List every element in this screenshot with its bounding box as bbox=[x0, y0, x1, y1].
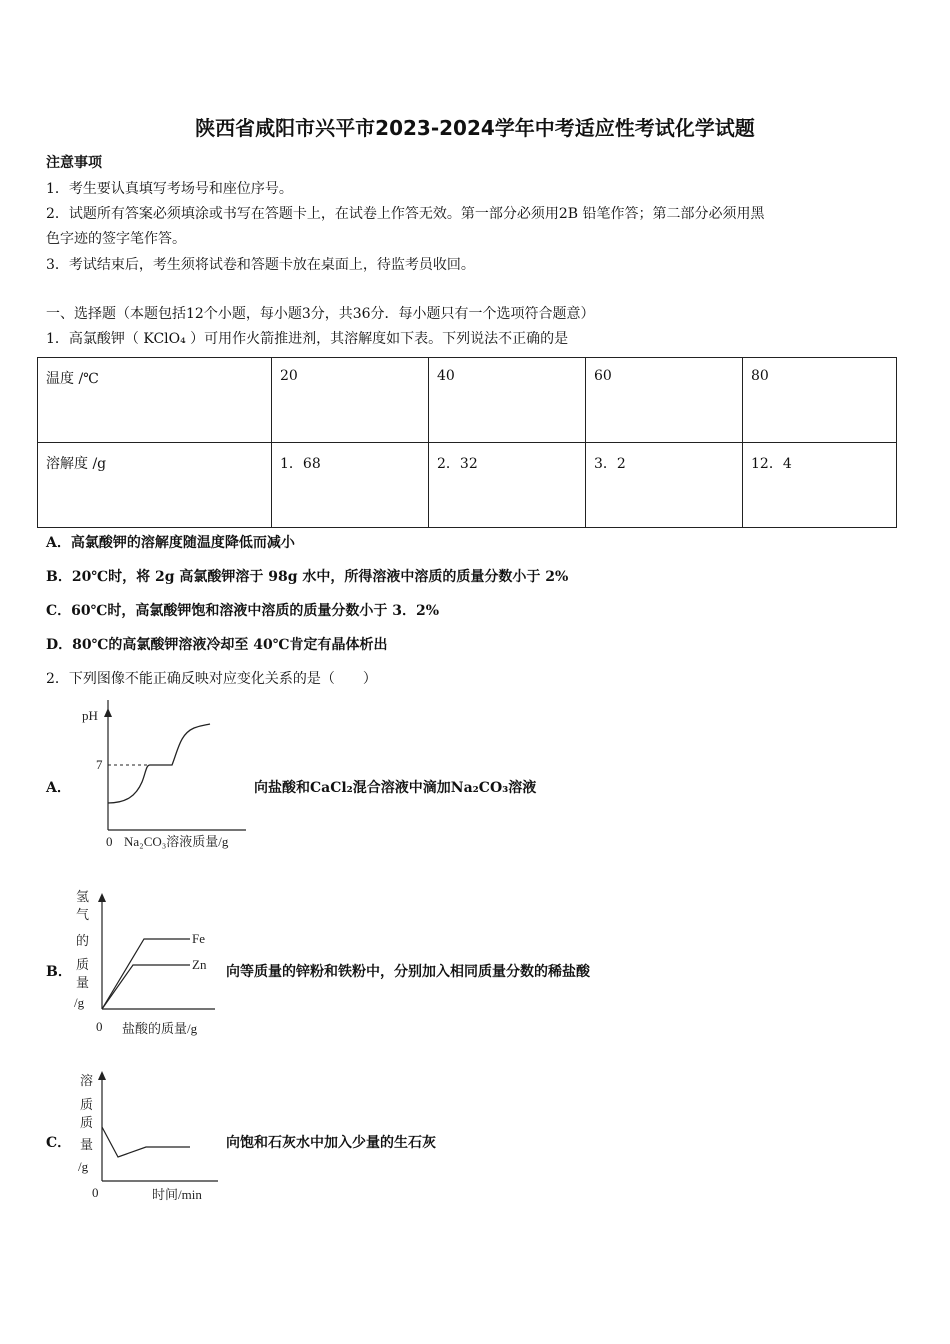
notice-heading: 注意事项 bbox=[46, 155, 102, 171]
graph-a-origin: 0 bbox=[106, 834, 113, 849]
graph-b-x-label: 盐酸的质量/g bbox=[122, 1021, 198, 1036]
notice-item-2: 2．试题所有答案必须填涂或书写在答题卡上，在试卷上作答无效。第一部分必须用2B 铅笔作答；第二部分必须用黑 bbox=[46, 206, 765, 222]
graph-c-letter: C． bbox=[46, 1135, 72, 1151]
graph-c-y-arrow bbox=[98, 1071, 106, 1080]
graph-a-description: 向盐酸和CaCl₂混合溶液中滴加Na₂CO₃溶液 bbox=[254, 780, 537, 796]
table-cell: 40 bbox=[429, 358, 586, 443]
graph-a-curve bbox=[108, 724, 210, 803]
graph-c-y-label-2: 质 bbox=[80, 1097, 94, 1112]
option-d: D．80℃的高氯酸钾溶液冷却至 40℃肯定有晶体析出 bbox=[46, 637, 388, 653]
graph-c-y-label-4: 量 bbox=[80, 1137, 94, 1152]
option-b: B．20℃时，将 2g 高氯酸钾溶于 98g 水中，所得溶液中溶质的质量分数小于 2% bbox=[46, 569, 569, 585]
graph-c-description: 向饱和石灰水中加入少量的生石灰 bbox=[226, 1135, 436, 1151]
table-row bbox=[38, 443, 897, 528]
graph-b-letter: B． bbox=[46, 964, 72, 980]
graph-a-letter: A． bbox=[46, 780, 71, 796]
graph-c-x-label: 时间/min bbox=[152, 1187, 202, 1202]
table-cell: 80 bbox=[743, 358, 897, 443]
graph-b-y-label-3: 的 bbox=[76, 933, 90, 948]
graph-b-y-label-1: 氢 bbox=[76, 889, 90, 904]
table-row bbox=[38, 358, 897, 443]
page-title: 陕西省咸阳市兴平市2023-2024学年中考适应性考试化学试题 bbox=[195, 116, 755, 140]
graph-b-y-label-6: /g bbox=[74, 995, 85, 1010]
table-cell: 3．2 bbox=[586, 443, 743, 528]
graph-b bbox=[70, 885, 230, 1045]
section-heading: 一、选择题（本题包括12个小题，每小题3分，共36分．每小题只有一个选项符合题意） bbox=[46, 306, 595, 322]
question-1-stem: 1．高氯酸钾（ KClO₄ ）可用作火箭推进剂，其溶解度如下表。下列说法不正确的是 bbox=[46, 331, 569, 347]
notice-item-3: 3．考试结束后，考生须将试卷和答题卡放在桌面上，待监考员收回。 bbox=[46, 257, 475, 273]
question-2-stem: 2．下列图像不能正确反映对应变化关系的是（ ） bbox=[46, 671, 377, 687]
graph-a bbox=[76, 700, 266, 860]
graph-b-description: 向等质量的锌粉和铁粉中，分别加入相同质量分数的稀盐酸 bbox=[226, 964, 590, 980]
graph-b-series-fe: Fe bbox=[192, 931, 205, 946]
option-c: C．60℃时，高氯酸钾饱和溶液中溶质的质量分数小于 3．2% bbox=[46, 603, 440, 619]
table-cell: 2．32 bbox=[429, 443, 586, 528]
graph-b-fe-line bbox=[102, 939, 190, 1009]
graph-a-y-arrow bbox=[104, 708, 112, 717]
graph-b-origin: 0 bbox=[96, 1019, 103, 1034]
graph-b-y-label-2: 气 bbox=[76, 907, 90, 922]
table-cell: 60 bbox=[586, 358, 743, 443]
graph-c-y-label-5: /g bbox=[78, 1159, 89, 1174]
graph-b-y-label-4: 质 bbox=[76, 957, 90, 972]
graph-c-y-label-1: 溶 bbox=[80, 1073, 94, 1088]
option-a: A．高氯酸钾的溶解度随温度降低而减小 bbox=[46, 535, 295, 551]
graph-b-y-label-5: 量 bbox=[76, 975, 90, 990]
graph-c bbox=[70, 1065, 230, 1210]
graph-a-y-label: pH bbox=[82, 708, 98, 723]
graph-c-origin: 0 bbox=[92, 1185, 99, 1200]
table-cell: 20 bbox=[272, 358, 429, 443]
graph-b-y-arrow bbox=[98, 893, 106, 902]
solubility-table bbox=[37, 357, 897, 528]
table-cell: 12．4 bbox=[743, 443, 897, 528]
notice-item-2-cont: 色字迹的签字笔作答。 bbox=[46, 231, 186, 247]
table-cell: 温度 /℃ bbox=[38, 358, 272, 443]
graph-a-x-label: Na₂CO₃溶液质量/g bbox=[124, 834, 229, 849]
graph-a-y-tick: 7 bbox=[96, 757, 103, 772]
notice-item-1: 1．考生要认真填写考场号和座位序号。 bbox=[46, 181, 293, 197]
table-cell: 溶解度 /g bbox=[38, 443, 272, 528]
graph-c-y-label-3: 质 bbox=[80, 1115, 94, 1130]
graph-b-series-zn: Zn bbox=[192, 957, 207, 972]
table-cell: 1．68 bbox=[272, 443, 429, 528]
graph-c-curve bbox=[102, 1127, 190, 1157]
